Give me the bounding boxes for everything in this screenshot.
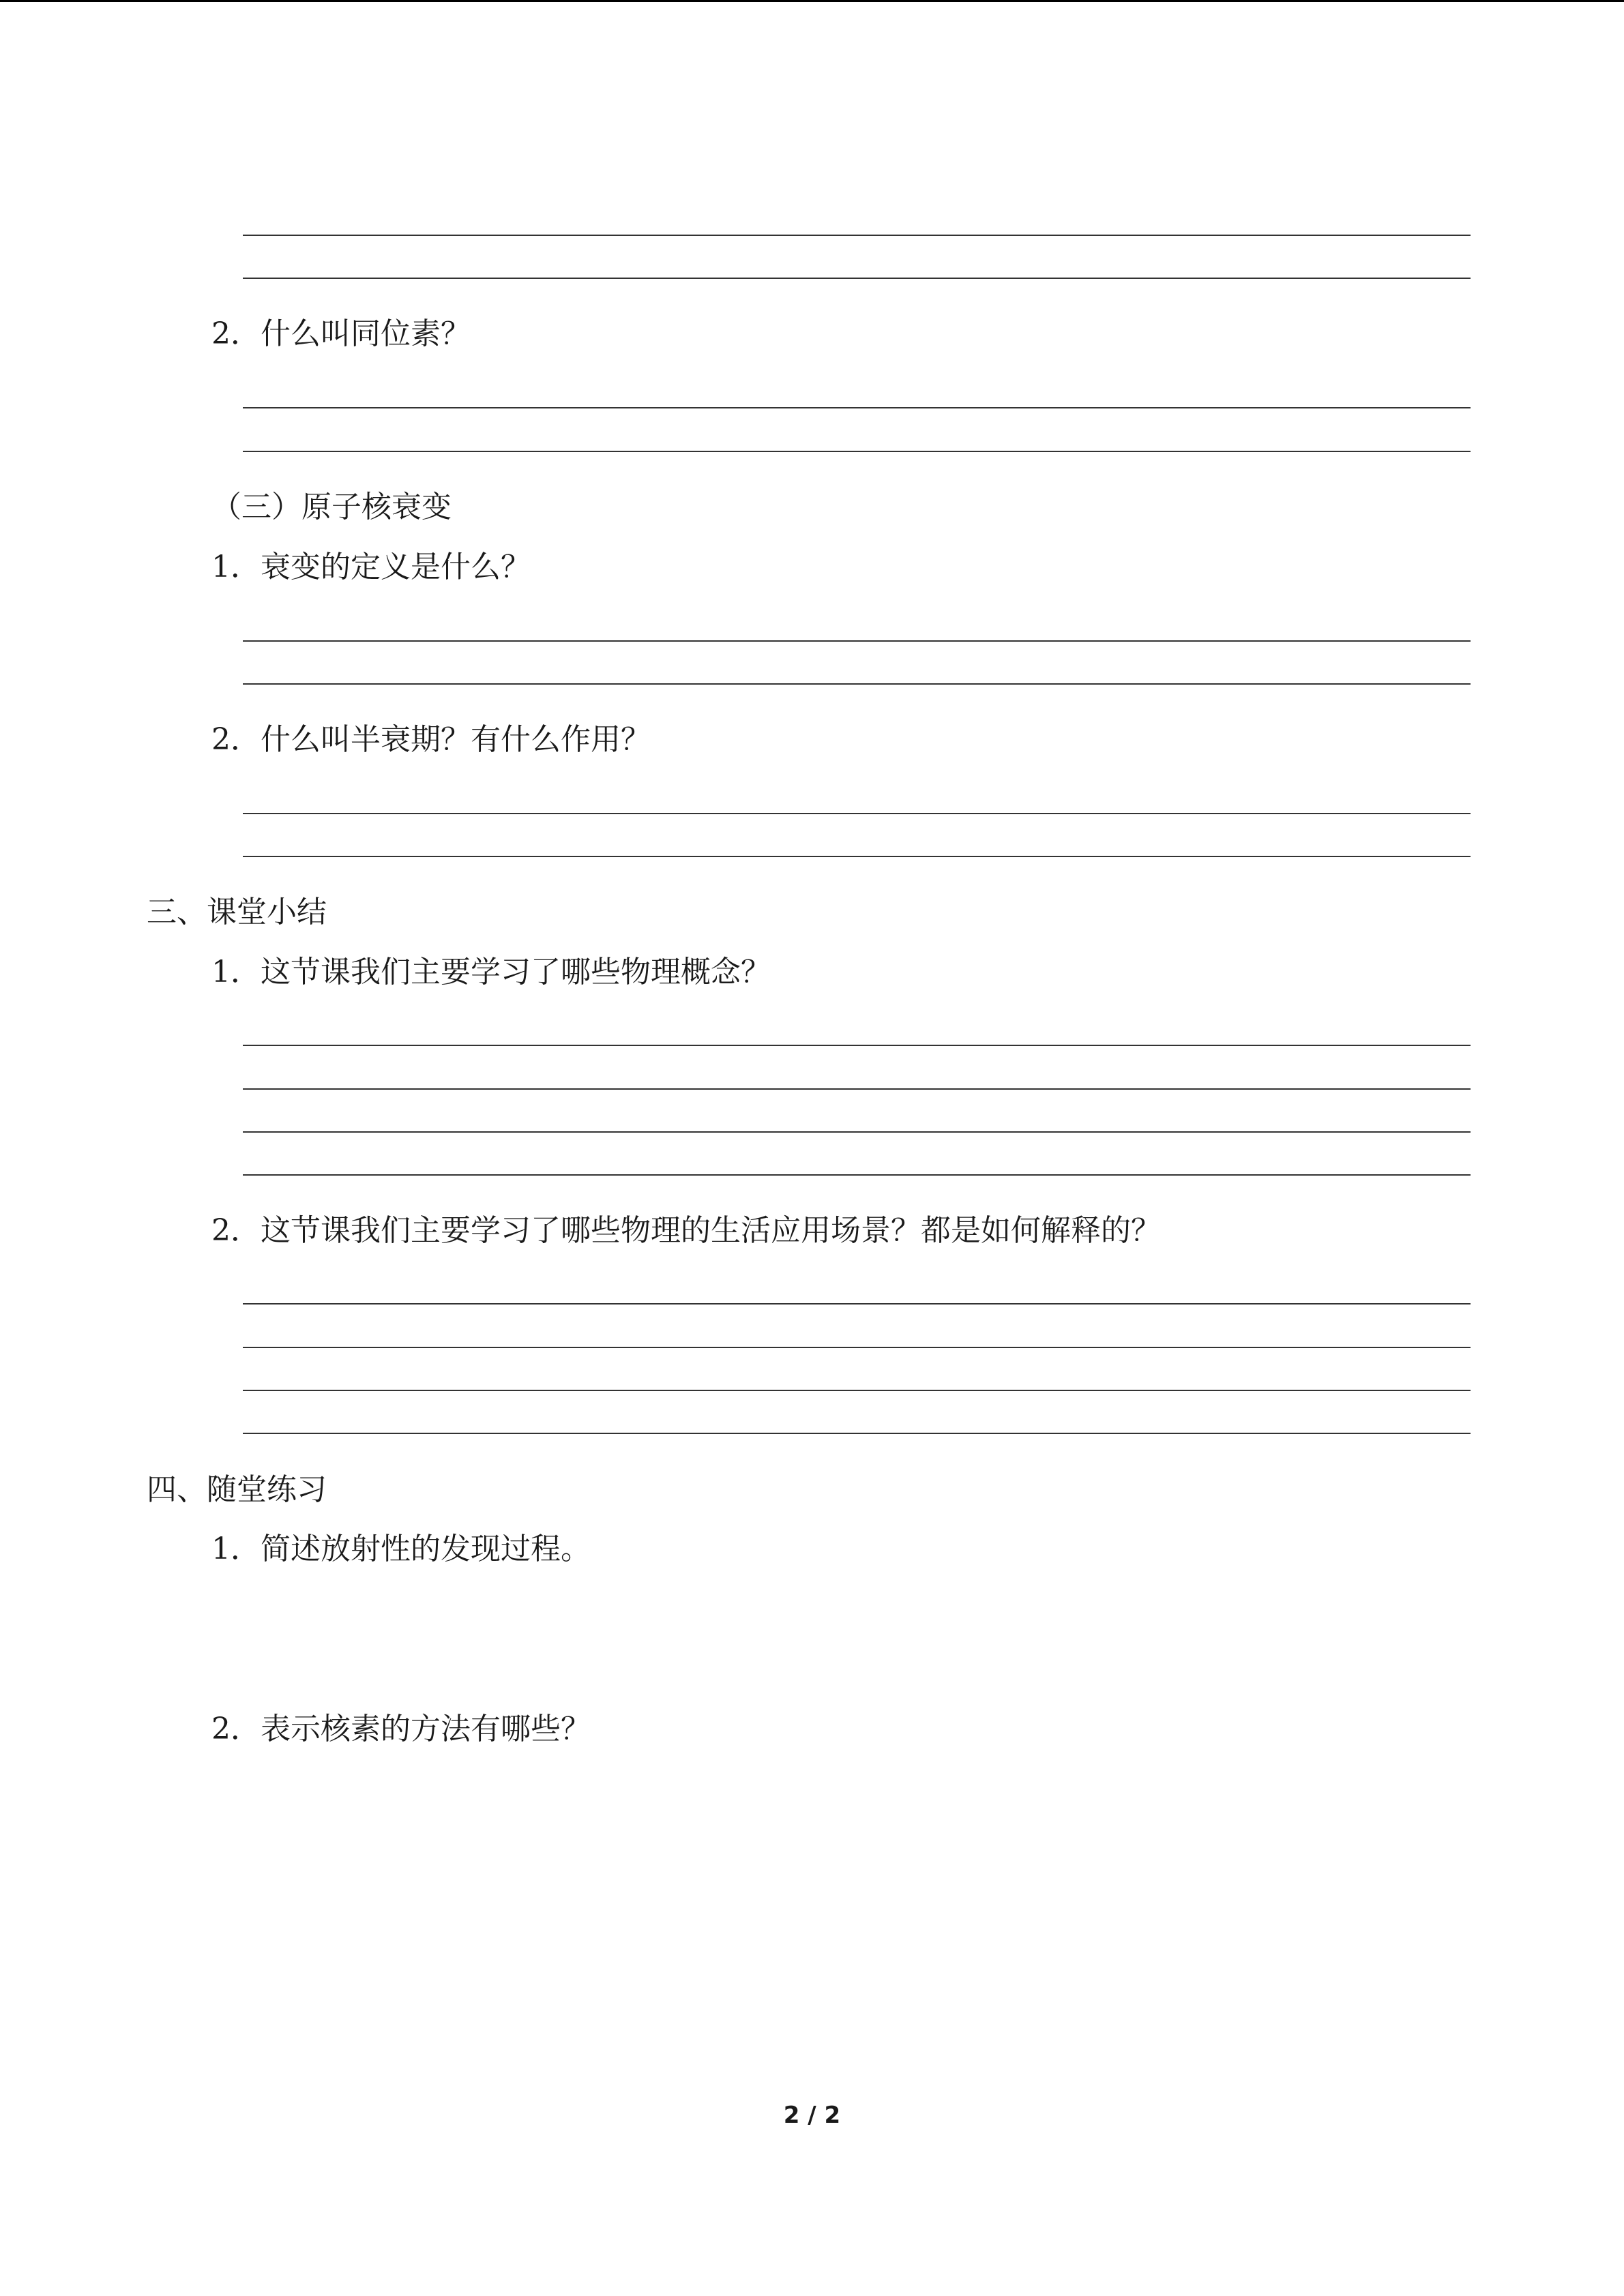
section-heading-practice: 四、随堂练习 bbox=[147, 1472, 327, 1507]
answer-line bbox=[243, 1390, 1471, 1391]
answer-line bbox=[243, 235, 1471, 236]
answer-line bbox=[243, 407, 1471, 408]
answer-line bbox=[243, 1045, 1471, 1046]
question-half-life: 2．什么叫半衰期？有什么作用？ bbox=[211, 722, 651, 757]
answer-line bbox=[243, 278, 1471, 279]
answer-line bbox=[243, 1433, 1471, 1434]
answer-line bbox=[243, 1303, 1471, 1304]
answer-line bbox=[243, 1088, 1471, 1090]
answer-line bbox=[243, 1131, 1471, 1133]
question-discovery: 1．简述放射性的发现过程。 bbox=[211, 1532, 591, 1566]
answer-line bbox=[243, 451, 1471, 452]
answer-line bbox=[243, 640, 1471, 642]
section-heading-summary: 三、课堂小结 bbox=[147, 895, 327, 929]
answer-line bbox=[243, 683, 1471, 685]
answer-line bbox=[243, 813, 1471, 814]
answer-line bbox=[243, 856, 1471, 857]
answer-line bbox=[243, 1174, 1471, 1176]
subsection-heading-decay: （三）原子核衰变 bbox=[211, 490, 452, 524]
answer-line bbox=[243, 1347, 1471, 1348]
page-number: 2 / 2 bbox=[783, 2102, 841, 2129]
top-border bbox=[0, 0, 1624, 2]
question-concepts: 1．这节课我们主要学习了哪些物理概念？ bbox=[211, 955, 771, 989]
question-nuclide-notation: 2．表示核素的方法有哪些？ bbox=[211, 1712, 591, 1746]
question-applications: 2．这节课我们主要学习了哪些物理的生活应用场景？都是如何解释的？ bbox=[211, 1213, 1161, 1248]
question-isotope: 2．什么叫同位素？ bbox=[211, 316, 471, 351]
question-decay-definition: 1．衰变的定义是什么？ bbox=[211, 550, 531, 584]
